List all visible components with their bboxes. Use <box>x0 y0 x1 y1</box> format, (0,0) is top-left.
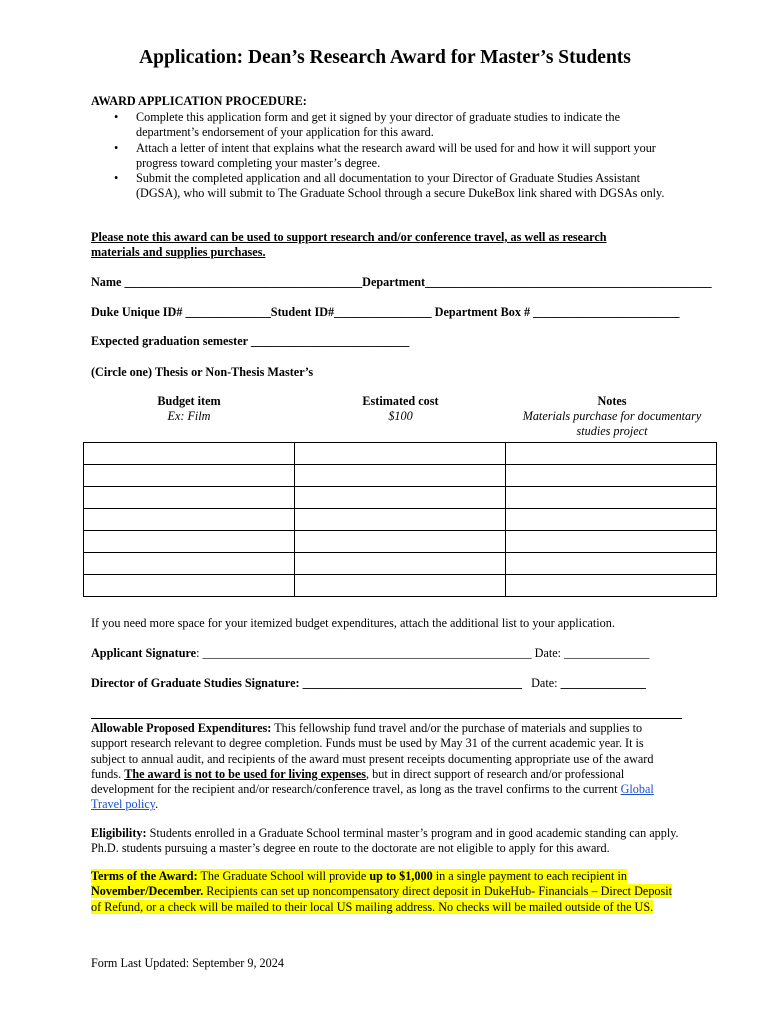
procedure-heading: AWARD APPLICATION PROCEDURE: <box>91 94 307 108</box>
dgs-date-label: Date: <box>531 676 558 690</box>
dept-box-label: Department Box # <box>434 305 531 319</box>
dept-box-field[interactable]: ________________________ <box>533 305 680 319</box>
budget-item-cell[interactable] <box>84 575 295 597</box>
budget-cost-cell[interactable] <box>295 487 506 509</box>
budget-cost-cell[interactable] <box>295 553 506 575</box>
bullet-icon: • <box>114 140 119 155</box>
budget-notes-cell[interactable] <box>506 465 717 487</box>
allowable-label: Allowable Proposed Expenditures: <box>91 721 272 735</box>
dgs-signature-row <box>91 676 646 691</box>
eligibility: Eligibility: Students enrolled in a Graduate School terminal master’s program and in good academic standing can apply. Ph.D. students pursuing a master’s degree en route to the doctorate are not eligible to apply for this award. <box>91 826 679 856</box>
budget-notes-cell[interactable] <box>506 575 717 597</box>
department-field[interactable]: _______________________________________________ <box>425 275 712 289</box>
applicant-signature-label: Applicant Signature <box>91 646 197 660</box>
id-row <box>91 305 679 320</box>
bullet-icon: • <box>114 110 119 124</box>
budget-item-cell[interactable] <box>84 465 295 487</box>
budget-header-notes: Notes <box>597 394 627 408</box>
budget-notes-cell[interactable] <box>506 443 717 465</box>
name-field[interactable]: _______________________________________ <box>124 275 363 289</box>
terms-of-award: Terms of the Award: The Graduate School will provide up to $1,000 in a single payment to each recipient in November/December. Recipients can set up noncompensatory direct deposit in DukeHub- Financials – Direct Deposit of Refund, or a check will be mailed to their local US mailing address. No checks will be mailed outside of the US. <box>91 869 673 914</box>
budget-item-cell[interactable] <box>84 509 295 531</box>
duke-id-field[interactable]: ______________ <box>185 305 271 319</box>
grad-sem-label: Expected graduation semester <box>91 334 248 348</box>
applicant-signature-row: Applicant Signature: ______________________________________________________ Date: ______________ <box>91 646 650 660</box>
budget-cost-cell[interactable] <box>295 443 506 465</box>
budget-cost-cell[interactable] <box>295 509 506 531</box>
budget-item-cell[interactable] <box>84 531 295 553</box>
budget-notes-cell[interactable] <box>506 509 717 531</box>
thesis-choice[interactable]: (Circle one) Thesis or Non-Thesis Master’s <box>91 365 314 379</box>
duke-id-label: Duke Unique ID# <box>91 305 183 319</box>
budget-header-item: Budget item <box>157 394 221 408</box>
grad-sem-row <box>91 334 409 349</box>
award-note: Please note this award can be used to support research and/or conference travel, as well as research materials and supplies purchases. <box>91 230 607 260</box>
table-row <box>84 443 717 465</box>
applicant-signature-field[interactable]: ______________________________________________________ <box>202 646 532 660</box>
procedure-item: • Attach a letter of intent that explains what the research award will be used for and how it will support your progress toward completing your master’s degree. <box>114 140 656 170</box>
more-space-note: If you need more space for your itemized budget expenditures, attach the additional list to your application. <box>91 616 615 630</box>
applicant-date-field[interactable]: ______________ <box>564 646 650 660</box>
example-notes: Materials purchase for documentary studies project <box>522 409 702 438</box>
budget-notes-cell[interactable] <box>506 553 717 575</box>
budget-item-cell[interactable] <box>84 487 295 509</box>
budget-item-cell[interactable] <box>84 443 295 465</box>
student-id-label: Student ID# <box>270 305 335 319</box>
form-updated-footer: Form Last Updated: September 9, 2024 <box>91 956 284 970</box>
name-row <box>91 275 712 290</box>
table-row <box>84 553 717 575</box>
budget-item-cell[interactable] <box>84 553 295 575</box>
department-label: Department <box>362 275 426 289</box>
form-title: Application: Dean’s Research Award for Master’s Students <box>139 47 631 68</box>
dgs-signature-label: Director of Graduate Studies Signature: <box>91 676 300 690</box>
table-row <box>84 509 717 531</box>
example-item: Ex: Film <box>167 409 211 423</box>
allowable-expenditures: Allowable Proposed Expenditures: This fellowship fund travel and/or the purchase of materials and supplies to support research relevant to degree completion. Funds must be used by May 31 of the current academic year. It is subject to annual audit, and recipients of the award must present receipts documenting appropriate use of the award funds. The award is not to be used for living expenses, but in direct support of research and/or professional development for the recipient and/or research/conference travel, as long as the travel confirms to the current Global Travel policy. <box>91 721 654 812</box>
applicant-date-label: Date: <box>534 646 562 660</box>
bullet-icon: • <box>114 171 119 186</box>
living-expenses-note: The award is not to be used for living expenses <box>124 766 367 781</box>
name-label: Name <box>91 275 122 289</box>
budget-notes-cell[interactable] <box>506 531 717 553</box>
section-divider <box>91 718 682 719</box>
student-id-field[interactable]: ________________ <box>334 305 432 319</box>
dgs-date-field[interactable]: ______________ <box>560 676 646 690</box>
eligibility-label: Eligibility: <box>91 826 147 840</box>
procedure-item: • Submit the completed application and all documentation to your Director of Graduate Studies Assistant (DGSA), who will submit to The Graduate School through a secure DukeBox link shared with DGSAs only. <box>114 171 665 201</box>
procedure-list <box>110 110 680 202</box>
table-row <box>84 465 717 487</box>
terms-label: Terms of the Award: <box>91 869 198 883</box>
budget-table <box>83 442 717 597</box>
budget-cost-cell[interactable] <box>295 531 506 553</box>
global-travel-policy-link[interactable]: Global Travel policy <box>91 782 654 812</box>
budget-cost-cell[interactable] <box>295 575 506 597</box>
grad-sem-field[interactable]: __________________________ <box>250 334 410 348</box>
procedure-item: • Complete this application form and get it signed by your director of graduate studies to indicate the department’s endorsement of your application for this award. <box>114 110 620 140</box>
table-row <box>84 531 717 553</box>
budget-notes-cell[interactable] <box>506 487 717 509</box>
example-cost: $100 <box>388 409 413 423</box>
table-row <box>84 575 717 597</box>
dgs-signature-field[interactable]: ____________________________________ <box>302 676 522 690</box>
budget-header-cost: Estimated cost <box>362 394 439 408</box>
table-row <box>84 487 717 509</box>
budget-cost-cell[interactable] <box>295 465 506 487</box>
